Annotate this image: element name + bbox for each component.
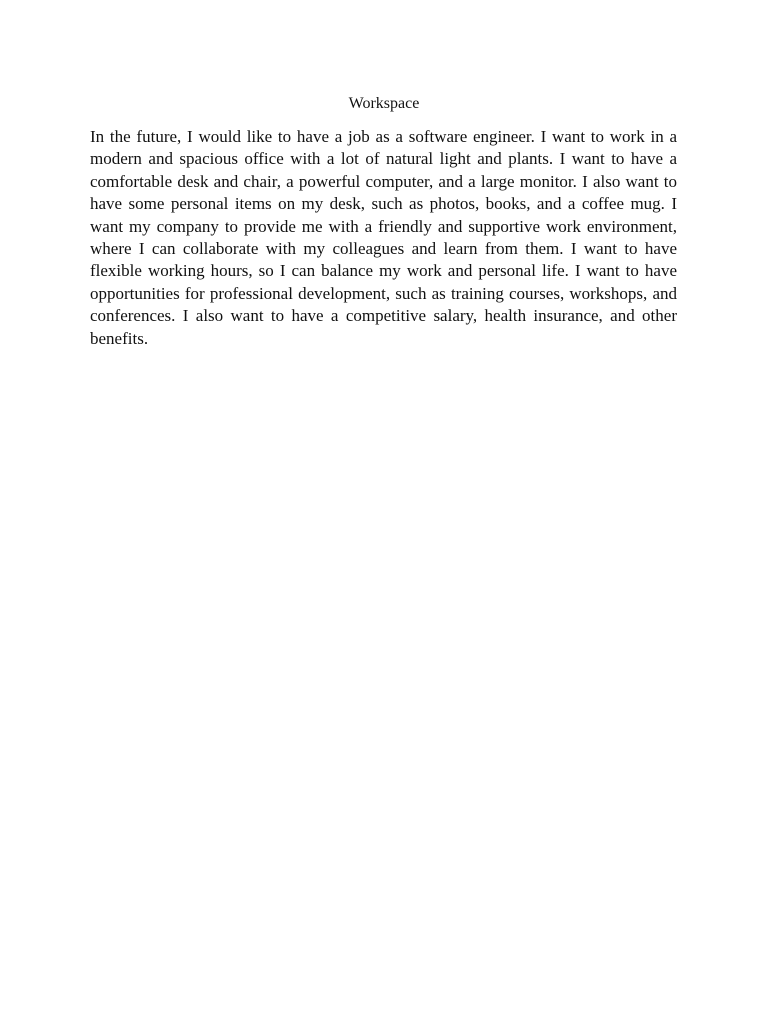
document-title: Workspace <box>348 95 420 112</box>
document-paragraph: In the future, I would like to have a job as a software engineer. I want to work in a modern and spacious office with a lot of natural light and plants. I want to have a comfortable desk and chair, a powerful computer, and a large monitor. I also want to have some personal items on my desk, such as photos, books, and a coffee mug. I want my company to provide me with a friendly and supportive work environment, where I can collaborate with my colleagues and learn from them. I want to have flexible working hours, so I can balance my work and personal life. I want to have opportunities for professional development, such as training courses, workshops, and conferences. I also want to have a competitive salary, health insurance, and other benefits. <box>90 127 677 348</box>
